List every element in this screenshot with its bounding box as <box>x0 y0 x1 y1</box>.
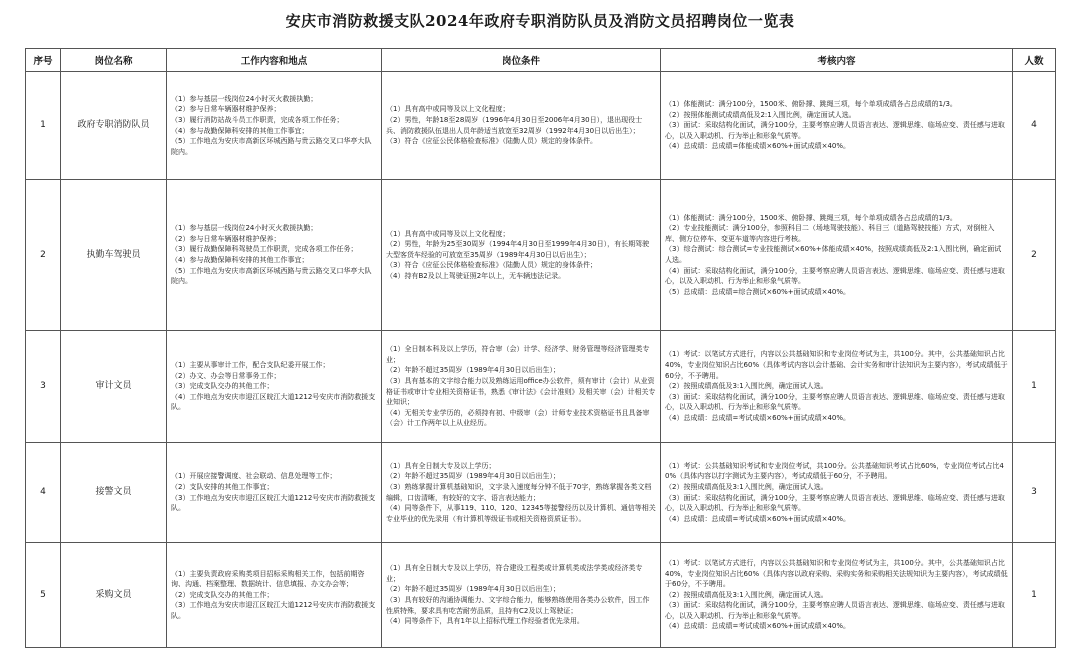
cell-work <box>167 543 382 648</box>
header-assessment: 考核内容 <box>661 49 1013 72</box>
cell-work-line: （4）工作地点为安庆市迎江区皖江大道1212号安庆市消防救援支队。 <box>171 392 376 412</box>
cell-assessment-line: （2）按照成绩高低及3:1入围比例，确定面试人选。 <box>665 382 828 391</box>
cell-work-line: （2）办文、办会等日常事务工作； <box>171 371 281 380</box>
cell-assessment <box>661 180 1013 331</box>
header-conditions: 岗位条件 <box>382 49 661 72</box>
cell-work <box>167 72 382 180</box>
cell-conditions-line: （1）全日制本科及以上学历，符合审（会）计学、经济学、财务管理等经济管理类专业； <box>386 345 650 364</box>
cell-no: 5 <box>26 543 61 648</box>
cell-assessment-line: （4）总成绩：总成绩=体能成绩×60%+面试成绩×40%。 <box>665 142 851 151</box>
cell-work-line: （3）履行消防站战斗员工作职责，完成各项工作任务； <box>171 115 344 124</box>
cell-work-line: （2）完成支队交办的其他工作； <box>171 590 274 599</box>
cell-conditions-line: （1）具有全日制大专及以上学历，符合建设工程类或计算机类或法学类或经济类专业； <box>386 564 643 583</box>
cell-conditions-line: （1）具有全日制大专及以上学历； <box>386 461 496 470</box>
cell-assessment-line: （1）考试：公共基础知识考试和专业岗位考试，共100分。公共基础知识考试占比60%，专业岗位考试占比40%（具体内容以打字测试为主要内容），考试成绩低于60分，不予聘用。 <box>665 461 1004 481</box>
cell-work <box>167 331 382 443</box>
cell-assessment-line: （1）考试：以笔试方式进行，内容以公共基础知识和专业岗位考试为主，共100分。其中，公共基础知识占比40%，专业岗位知识占比60%（具体考试内容以会计基础、会计实务和审计法知识为主要内容），考试成绩低于60分，不予聘用。 <box>665 350 1008 380</box>
cell-position: 审计文员 <box>61 331 167 443</box>
cell-assessment-line: （3）面试：采取结构化面试，满分100分，主要考察应聘人员语言表达、逻辑思维、临场应变、责任感与进取心，以及入职动机、行为举止和形象气质等。 <box>665 392 1005 412</box>
table-header-row <box>26 49 1056 72</box>
cell-conditions-line: （4）同等条件下，从事119、110、120、12345等接警经历以及计算机、通信等相关专业毕业的优先录用（有计算机等级证书或相关资格资质证书）。 <box>386 504 656 523</box>
cell-assessment-line: （4）面试：采取结构化面试，满分100分，主要考察应聘人员语言表达、逻辑思维、临场应变、责任感与进取心，以及入职动机、行为举止和形象气质等。 <box>665 266 1005 286</box>
cell-assessment-line: （4）总成绩：总成绩=考试成绩×60%+面试成绩×40%。 <box>665 514 851 523</box>
cell-conditions-line: （2）年龄不超过35周岁（1989年4月30日以后出生）； <box>386 366 561 375</box>
cell-assessment-line: （4）总成绩：总成绩=考试成绩×60%+面试成绩×40%。 <box>665 413 851 422</box>
cell-work-line: （1）开展应接警调度、社会联动、信息处理等工作； <box>171 472 337 481</box>
table-row <box>26 543 1056 648</box>
cell-work-line: （3）完成支队交办的其他工作； <box>171 382 274 391</box>
cell-assessment-line: （2）按照体能测试成绩高低及2:1入围比例，确定面试人选。 <box>665 110 856 119</box>
cell-work-line: （5）工作地点为安庆市高新区环城西路与贵云路交叉口华亭大队院内。 <box>171 266 372 286</box>
cell-assessment-line: （3）面试：采取结构化面试，满分100分，主要考察应聘人员语言表达、逻辑思维、临场应变、责任感与进取心，以及入职动机、行为举止和形象气质等。 <box>665 601 1005 620</box>
cell-assessment <box>661 443 1013 543</box>
cell-conditions-line: （2）年龄不超过35周岁（1989年4月30日以后出生）； <box>386 472 561 481</box>
cell-work-line: （3）工作地点为安庆市迎江区皖江大道1212号安庆市消防救援支队。 <box>171 493 376 513</box>
cell-assessment-line: （2）按照成绩高低及3:1入围比例，确定面试人选。 <box>665 590 828 599</box>
cell-conditions-line: （2）男性，年龄为25至30周岁（1994年4月30日至1999年4月30日），有长期驾驶大型客货车经验的可放宽至35周岁（1989年4月30日以后出生）； <box>386 240 650 259</box>
cell-conditions <box>382 543 661 648</box>
cell-conditions <box>382 72 661 180</box>
cell-work-line: （1）参与基层一线岗位24小时灭火救援执勤； <box>171 94 318 103</box>
cell-no: 1 <box>26 72 61 180</box>
cell-position: 接警文员 <box>61 443 167 543</box>
cell-count: 3 <box>1013 443 1056 543</box>
cell-count: 4 <box>1013 72 1056 180</box>
cell-assessment-line: （3）面试：采取结构化面试，满分100分，主要考察应聘人员语言表达、逻辑思维、临场应变、责任感与进取心，以及入职动机、行为举止和形象气质等。 <box>665 493 1005 513</box>
cell-conditions-line: （1）具有高中或同等及以上文化程度； <box>386 229 510 238</box>
cell-assessment-line: （4）总成绩：总成绩=考试成绩×60%+面试成绩×40%。 <box>665 622 851 631</box>
cell-assessment-line: （1）体能测试：满分100分，1500米、俯卧撑、跳绳三项，每个单项成绩各占总成绩的1/3。 <box>665 100 957 109</box>
cell-conditions-line: （4）同等条件下，具有1年以上招标代理工作经验者优先录用。 <box>386 617 584 626</box>
header-count: 人数 <box>1013 49 1056 72</box>
cell-conditions-line: （3）熟练掌握计算机基础知识，文字录入速度每分钟不低于70字，熟练掌握各类文档编辑，口齿清晰，有较好的文字、语言表达能力； <box>386 482 652 502</box>
table-row <box>26 180 1056 331</box>
cell-conditions-line: （4）无相关专业学历的，必须持有初、中级审（会）计师专业技术资格证书且具备审（会）计工作两年以上从业经历。 <box>386 408 650 428</box>
cell-assessment-line: （3）综合测试：综合测试=专业技能测试×60%+体能成绩×40%，按照成绩高低及2:1入围比例，确定面试人选。 <box>665 245 1002 264</box>
cell-work-line: （3）履行战勤保障科驾驶员工作职责，完成各项工作任务； <box>171 245 358 254</box>
cell-conditions-line: （4）持有B2及以上驾驶证照2年以上，无车辆违法记录。 <box>386 271 566 280</box>
cell-assessment-line: （2）专业技能测试：满分100分，参照科目二（场地驾驶技能）、科目三（道路驾驶技能）方式，对倒桩入库、侧方位停车、变更车道等内容进行考核。 <box>665 224 995 243</box>
cell-assessment-line: （3）面试：采取结构化面试，满分100分，主要考察应聘人员语言表达、逻辑思维、临场应变、责任感与进取心，以及入职动机、行为举止和形象气质等。 <box>665 121 1005 140</box>
cell-no: 3 <box>26 331 61 443</box>
cell-conditions-line: （2）年龄不超过35周岁（1989年4月30日以后出生）； <box>386 585 561 594</box>
cell-assessment-line: （2）按照成绩高低及3:1入围比例，确定面试人选。 <box>665 482 828 491</box>
cell-work-line: （2）参与日常车辆器材维护保养； <box>171 234 281 243</box>
cell-work-line: （1）主要负责政府采购类项目招标采购相关工作，包括前期咨询、沟通、档案整理、数据统计、信息填报、办文办会等； <box>171 569 365 589</box>
cell-conditions <box>382 331 661 443</box>
cell-conditions-line: （3）具有基本的文字综合能力以及熟练运用office办公软件，须有审计（会计）从业资格证书或审计专业相关资格证书，熟悉《审计法》《会计准则》及相关审（会）计相关专业知识； <box>386 376 656 407</box>
recruitment-table <box>25 48 1056 648</box>
header-work: 工作内容和地点 <box>167 49 382 72</box>
cell-count: 1 <box>1013 543 1056 648</box>
cell-conditions-line: （3）具有较好的沟通协调能力、文字综合能力，能够熟练使用各类办公软件，因工作性质特殊，要求具有吃苦耐劳品质，且持有C2及以上驾驶证； <box>386 596 650 615</box>
cell-conditions-line: （3）符合《应征公民体格检查标准》（陆勤人员）规定的身体条件。 <box>386 137 597 146</box>
cell-work-line: （4）参与战勤保障科安排的其他工作事宜； <box>171 256 309 264</box>
cell-work <box>167 180 382 331</box>
cell-work <box>167 443 382 543</box>
header-no: 序号 <box>26 49 61 72</box>
header-position: 岗位名称 <box>61 49 167 72</box>
cell-position: 采购文员 <box>61 543 167 648</box>
cell-conditions-line: （2）男性，年龄18至28周岁（1996年4月30日至2006年4月30日），退出现役士兵、消防救援队伍退出人员年龄适当放宽至32周岁（1992年4月30日以后出生）； <box>386 115 643 135</box>
cell-assessment <box>661 72 1013 180</box>
table-row <box>26 72 1056 180</box>
cell-assessment-line: （1）考试：以笔试方式进行，内容以公共基础知识和专业岗位考试为主，共100分。其中，公共基础知识占比40%，专业岗位知识占比60%（具体内容以政府采购、采购实务和采购相关法规知识为主要内容），考试成绩低于60分，不予聘用。 <box>665 558 1008 589</box>
cell-count: 1 <box>1013 331 1056 443</box>
cell-no: 2 <box>26 180 61 331</box>
cell-assessment-line: （1）体能测试：满分100分，1500米、俯卧撑、跳绳三项，每个单项成绩各占总成绩的1/3。 <box>665 213 957 222</box>
page-title: 安庆市消防救援支队2024年政府专职消防队员及消防文员招聘岗位一览表 <box>285 12 795 30</box>
cell-work-line: （1）主要从事审计工作，配合支队纪委开展工作； <box>171 361 330 370</box>
cell-conditions-line: （3）符合《应征公民体格检查标准》（陆勤人员）规定的身体条件； <box>386 261 597 270</box>
cell-work-line: （4）参与战勤保障科安排的其他工作事宜； <box>171 126 309 135</box>
cell-work-line: （1）参与基层一线岗位24小时灭火救援执勤； <box>171 224 318 233</box>
cell-work-line: （5）工作地点为安庆市高新区环城西路与贵云路交叉口华亭大队院内。 <box>171 137 372 156</box>
cell-count: 2 <box>1013 180 1056 331</box>
cell-conditions-line: （1）具有高中或同等及以上文化程度； <box>386 105 510 114</box>
cell-conditions <box>382 443 661 543</box>
cell-assessment-line: （5）总成绩：总成绩=综合测试×60%+面试成绩×40%。 <box>665 287 851 296</box>
cell-conditions <box>382 180 661 331</box>
cell-work-line: （2）支队安排的其他工作事宜； <box>171 482 274 491</box>
cell-work-line: （3）工作地点为安庆市迎江区皖江大道1212号安庆市消防救援支队。 <box>171 601 376 620</box>
cell-no: 4 <box>26 443 61 543</box>
cell-assessment <box>661 543 1013 648</box>
cell-assessment <box>661 331 1013 443</box>
table-row <box>26 443 1056 543</box>
table-row <box>26 331 1056 443</box>
cell-work-line: （2）参与日常车辆器材维护保养； <box>171 105 281 114</box>
cell-position: 政府专职消防队员 <box>61 72 167 180</box>
cell-position: 执勤车驾驶员 <box>61 180 167 331</box>
